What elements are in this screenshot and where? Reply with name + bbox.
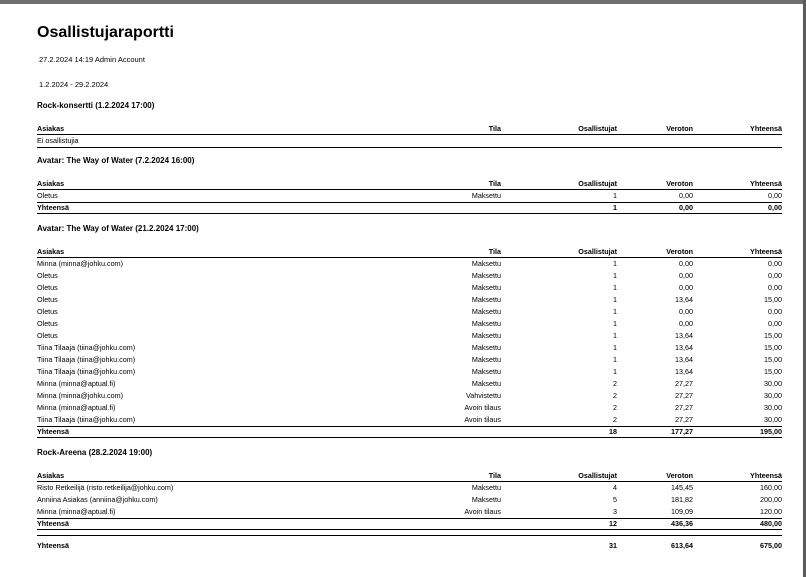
cell-customer: Minna (minna@aptual.fi) [37,507,116,516]
cell-participants: 2 [613,403,617,412]
col-participants: Osallistujat [501,178,617,190]
cell-net: 0,00 [679,271,693,280]
subtotal-participants: 12 [501,519,617,530]
table-row [37,482,782,495]
table-row [37,494,782,506]
cell-participants: 1 [613,283,617,292]
cell-net: 0,00 [679,259,693,268]
cell-customer: Anniina Asiakas (anniina@johku.com) [37,495,158,504]
event-section [37,101,782,148]
table-row [37,282,782,294]
participants-table [37,178,782,214]
cell-customer: Minna (minna@aptual.fi) [37,403,116,412]
subtotal-participants: 18 [501,427,617,438]
grand-total-net: 613,64 [671,541,693,550]
cell-net: 0,00 [679,319,693,328]
cell-participants: 4 [613,483,617,492]
cell-total: 0,00 [768,319,782,328]
event-section [37,156,782,214]
cell-participants: 3 [613,507,617,516]
cell-status: Maksettu [471,271,501,280]
cell-participants: 2 [613,391,617,400]
cell-net: 0,00 [679,191,693,200]
cell-customer: Oletus [37,283,58,292]
cell-total: 15,00 [764,367,782,376]
table-row [37,390,782,402]
cell-total: 15,00 [764,331,782,340]
report-title: Osallistujaraportti [37,24,174,41]
grand-total-table [37,540,782,552]
cell-participants: 1 [613,355,617,364]
cell-status: Maksettu [471,191,501,200]
cell-customer: Oletus [37,331,58,340]
report-page [37,24,782,550]
cell-status: Maksettu [471,367,501,376]
empty-message: Ei osallistujia [37,135,782,148]
table-row [37,366,782,378]
cell-customer: Oletus [37,307,58,316]
grand-total-row [37,540,782,552]
cell-total: 200,00 [760,495,782,504]
cell-total: 15,00 [764,295,782,304]
cell-status: Maksettu [471,295,501,304]
col-participants: Osallistujat [501,123,617,135]
cell-total: 0,00 [768,271,782,280]
cell-status: Maksettu [471,331,501,340]
cell-participants: 1 [613,295,617,304]
event-section [37,448,782,530]
table-row [37,378,782,390]
subtotal-row [37,427,782,438]
col-net: Veroton [617,246,693,258]
subtotal-row [37,203,782,214]
cell-participants: 1 [613,271,617,280]
cell-status: Maksettu [471,483,501,492]
event-title: Rock-konsertti (1.2.2024 17:00) [37,101,155,110]
cell-status: Vahvistettu [465,391,501,400]
col-customer: Asiakas [37,470,387,482]
cell-status: Maksettu [471,379,501,388]
cell-participants: 1 [613,331,617,340]
col-customer: Asiakas [37,178,387,190]
cell-customer: Tiina Tilaaja (tiina@johku.com) [37,355,136,364]
cell-customer: Minna (minna@johku.com) [37,391,123,400]
cell-total: 0,00 [768,307,782,316]
cell-status: Maksettu [471,259,501,268]
cell-customer: Tiina Tilaaja (tiina@johku.com) [37,415,136,424]
grand-total [37,535,782,552]
grand-total-participants: 31 [609,541,617,550]
participants-table [37,246,782,438]
subtotal-label: Yhteensä [37,519,387,530]
cell-net: 13,64 [675,367,693,376]
col-status: Tila [387,178,501,190]
cell-net: 109,09 [671,507,693,516]
cell-net: 27,27 [675,415,693,424]
subtotal-participants: 1 [501,203,617,214]
cell-status: Avoin tilaus [464,507,501,516]
cell-total: 120,00 [760,507,782,516]
table-row [37,354,782,366]
cell-participants: 1 [613,191,617,200]
cell-total: 0,00 [768,191,782,200]
participants-table [37,470,782,530]
table-row [37,258,782,271]
cell-customer: Oletus [37,271,58,280]
table-row [37,342,782,354]
cell-total: 30,00 [764,379,782,388]
subtotal-net: 177,27 [617,427,693,438]
cell-net: 13,64 [675,355,693,364]
col-customer: Asiakas [37,123,387,135]
event-title: Avatar: The Way of Water (7.2.2024 16:00) [37,156,195,165]
table-row [37,294,782,306]
grand-total-label: Yhteensä [37,541,69,550]
cell-status: Maksettu [471,283,501,292]
event-section [37,224,782,438]
participants-table [37,123,782,148]
cell-customer: Tiina Tilaaja (tiina@johku.com) [37,343,136,352]
table-row [37,506,782,519]
col-participants: Osallistujat [501,470,617,482]
cell-total: 30,00 [764,391,782,400]
cell-participants: 1 [613,319,617,328]
cell-total: 15,00 [764,355,782,364]
table-row [37,402,782,414]
cell-net: 145,45 [671,483,693,492]
grand-total-total: 675,00 [760,541,782,550]
table-row [37,318,782,330]
cell-total: 0,00 [768,259,782,268]
cell-net: 13,64 [675,343,693,352]
cell-participants: 2 [613,379,617,388]
cell-total: 15,00 [764,343,782,352]
subtotal-net: 0,00 [617,203,693,214]
cell-customer: Oletus [37,191,58,200]
cell-net: 181,82 [671,495,693,504]
event-title: Rock-Areena (28.2.2024 19:00) [37,448,153,457]
cell-status: Maksettu [471,343,501,352]
subtotal-label: Yhteensä [37,203,387,214]
subtotal-total: 0,00 [693,203,782,214]
table-row [37,306,782,318]
cell-customer: Minna (minna@aptual.fi) [37,379,116,388]
cell-participants: 1 [613,307,617,316]
cell-participants: 1 [613,259,617,268]
cell-net: 0,00 [679,307,693,316]
report-generated: 27.2.2024 14:19 Admin Account [39,55,145,64]
subtotal-net: 436,36 [617,519,693,530]
col-net: Veroton [617,123,693,135]
cell-status: Maksettu [471,319,501,328]
cell-customer: Minna (minna@johku.com) [37,259,123,268]
col-total: Yhteensä [693,123,782,135]
cell-customer: Risto Retkeilijä (risto.retkeilija@johku.com) [37,483,174,492]
subtotal-label: Yhteensä [37,427,387,438]
cell-participants: 1 [613,367,617,376]
cell-status: Maksettu [471,307,501,316]
col-total: Yhteensä [693,470,782,482]
table-row [37,270,782,282]
col-net: Veroton [617,178,693,190]
cell-total: 0,00 [768,283,782,292]
cell-total: 30,00 [764,415,782,424]
cell-total: 160,00 [760,483,782,492]
col-total: Yhteensä [693,246,782,258]
cell-net: 0,00 [679,283,693,292]
cell-net: 27,27 [675,403,693,412]
cell-participants: 2 [613,415,617,424]
event-title: Avatar: The Way of Water (21.2.2024 17:00) [37,224,199,233]
subtotal-total: 195,00 [693,427,782,438]
col-customer: Asiakas [37,246,387,258]
cell-total: 30,00 [764,403,782,412]
col-status: Tila [387,123,501,135]
report-date-range: 1.2.2024 - 29.2.2024 [39,80,109,89]
table-row [37,330,782,342]
cell-status: Maksettu [471,495,501,504]
cell-status: Avoin tilaus [464,415,501,424]
table-row [37,190,782,203]
viewer-top-edge [0,0,806,4]
subtotal-row [37,519,782,530]
cell-customer: Tiina Tilaaja (tiina@johku.com) [37,367,136,376]
cell-customer: Oletus [37,319,58,328]
cell-net: 27,27 [675,391,693,400]
cell-participants: 1 [613,343,617,352]
col-net: Veroton [617,470,693,482]
cell-status: Avoin tilaus [464,403,501,412]
table-row [37,414,782,427]
cell-customer: Oletus [37,295,58,304]
subtotal-total: 480,00 [693,519,782,530]
col-status: Tila [387,246,501,258]
col-participants: Osallistujat [501,246,617,258]
col-status: Tila [387,470,501,482]
cell-net: 27,27 [675,379,693,388]
col-total: Yhteensä [693,178,782,190]
cell-participants: 5 [613,495,617,504]
cell-net: 13,64 [675,331,693,340]
cell-status: Maksettu [471,355,501,364]
cell-net: 13,64 [675,295,693,304]
